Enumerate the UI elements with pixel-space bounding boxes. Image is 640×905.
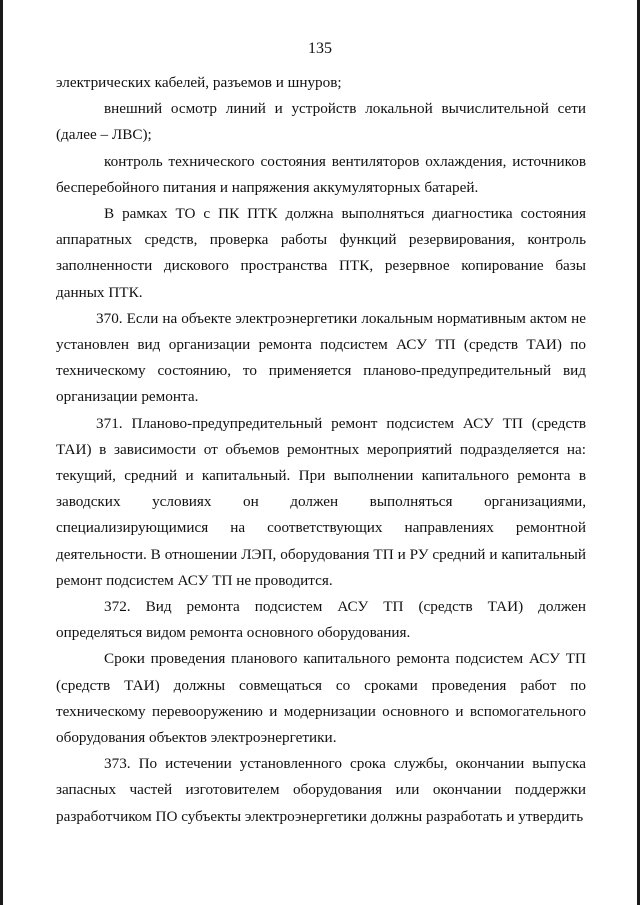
paragraph-cables: электрических кабелей, разъемов и шнуров; xyxy=(56,74,342,91)
page-number: 135 xyxy=(308,40,332,57)
scan-edge-left xyxy=(0,0,3,905)
paragraph-370: 370. Если на объекте электроэнергетики локальным нормативным актом не установлен вид организации ремонта подсистем АСУ ТП (средств ТАИ) по техническому состоянию, то применяется планово-предупредительный вид организации ремонта. xyxy=(56,309,586,406)
document-body xyxy=(56,70,586,830)
paragraph-372: 372. Вид ремонта подсистем АСУ ТП (средств ТАИ) должен определяться видом ремонта основного оборудования. xyxy=(56,598,586,642)
paragraph-373: 373. По истечении установленного срока службы, окончании выпуска запасных частей изготовителем оборудования или окончании поддержки разработчиком ПО субъекты электроэнергетики должны разработать и утвердить xyxy=(56,755,586,825)
paragraph-371: 371. Планово-предупредительный ремонт подсистем АСУ ТП (средств ТАИ) в зависимости от объемов ремонтных мероприятий подразделяется на: текущий, средний и капитальный. При выполнении капитального ремонта в заводских условиях он должен выполняться организациями, специализирующимися на соответствующих направлениях ремонтной деятельности. В отношении ЛЭП, оборудования ТП и РУ средний и капитальный ремонт подсистем АСУ ТП не проводится. xyxy=(56,414,586,589)
paragraph-lan-inspection: внешний осмотр линий и устройств локальной вычислительной сети (далее – ЛВС); xyxy=(56,100,586,144)
paragraph-repair-schedule: Сроки проведения планового капитального ремонта подсистем АСУ ТП (средств ТАИ) должны совмещаться со сроками проведения работ по техническому перевооружению и модернизации основного и вспомогательного оборудования объектов электроэнергетики. xyxy=(56,650,586,747)
paragraph-fan-control: контроль технического состояния вентиляторов охлаждения, источников бесперебойного питания и напряжения аккумуляторных батарей. xyxy=(56,152,586,196)
paragraph-ptk-diagnostics: В рамках ТО с ПК ПТК должна выполняться диагностика состояния аппаратных средств, проверка работы функций резервирования, контроль заполненности дискового пространства ПТК, резервное копирование базы данных ПТК. xyxy=(56,205,586,301)
